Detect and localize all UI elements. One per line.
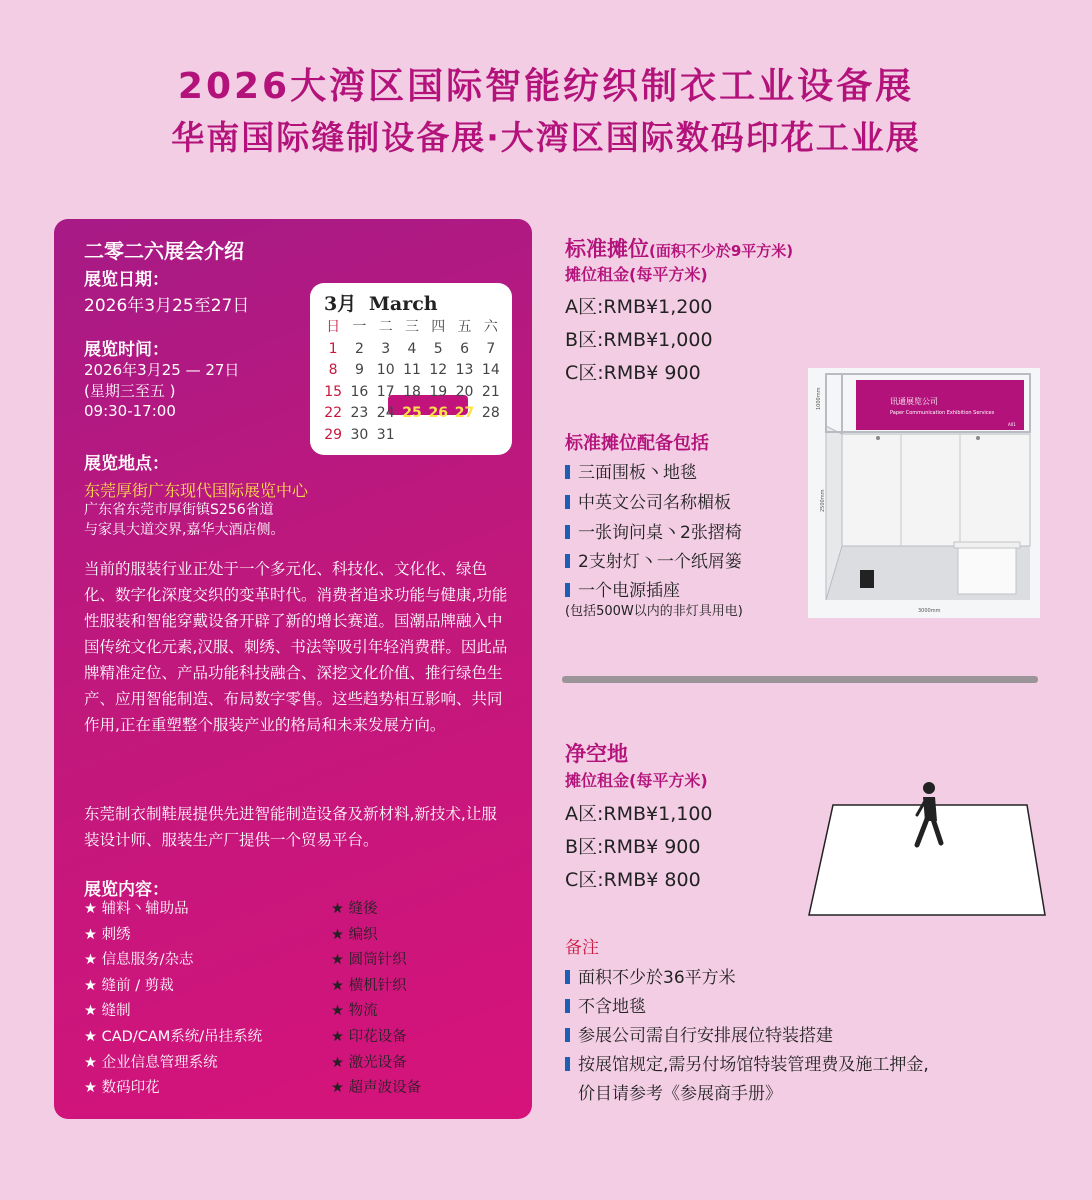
exhibit-item: ★ 缝後 xyxy=(331,901,378,917)
time-value-weekdays: (星期三至五 ) xyxy=(84,382,176,400)
intro-panel xyxy=(54,219,532,1119)
time-value-dates: 2026年3月25 — 27日 xyxy=(84,361,240,379)
calendar-week-row xyxy=(320,425,504,447)
calendar-day: 1 xyxy=(328,340,338,357)
exhibit-item: ★ 信息服务/杂志 xyxy=(84,952,194,969)
raw-space-title: 净空地 xyxy=(565,742,628,766)
intro-paragraph-2: 东莞制衣制鞋展提供先进智能制造设备及新材料,新技术,让服装设计师、服装生产厂提供一个贸易平台。 xyxy=(84,805,497,849)
booth-fascia xyxy=(856,380,1024,430)
dim-height: 2500mm xyxy=(820,489,826,512)
calendar-day xyxy=(399,425,425,447)
exhibit-item: ★ 印花设备 xyxy=(331,1028,407,1045)
booth-fascia-en: Paper Communication Exhibition Services xyxy=(890,410,995,416)
calendar-day: 23 xyxy=(350,405,369,422)
calendar-weekday: 二 xyxy=(378,319,393,335)
intro-heading: 二零二六展会介绍 xyxy=(84,239,244,263)
section-divider xyxy=(562,676,1038,683)
raw-price-b: B区:RMB¥ 900 xyxy=(565,836,701,858)
calendar-day: 3 xyxy=(381,340,391,357)
exhibit-item: ★ 超声波设备 xyxy=(331,1080,422,1097)
dim-width: 3000mm xyxy=(918,608,941,614)
raw-space-image xyxy=(805,775,1050,920)
equip-item: 三面围板丶地毯 xyxy=(565,458,697,483)
calendar-day: 4 xyxy=(407,340,417,357)
calendar-week-row xyxy=(320,382,504,404)
date-label: 展览日期： xyxy=(84,270,169,290)
march-calendar xyxy=(310,283,512,455)
booth-number: A01 xyxy=(1008,422,1016,427)
calendar-day: 12 xyxy=(429,362,448,379)
calendar-grid xyxy=(320,317,504,447)
exhibit-item: ★ 缝制 xyxy=(84,1003,131,1020)
calendar-day: 17 xyxy=(376,383,395,400)
calendar-day xyxy=(478,425,504,447)
calendar-day: 7 xyxy=(486,340,496,357)
calendar-day: 26 xyxy=(428,405,448,422)
note-item: 不含地毯 xyxy=(565,992,646,1017)
calendar-day: 16 xyxy=(350,383,369,400)
calendar-day: 29 xyxy=(324,426,343,443)
calendar-day: 6 xyxy=(460,340,469,357)
standard-booth-image xyxy=(808,368,1040,618)
dim-top: 1000mm xyxy=(816,387,822,410)
calendar-day: 20 xyxy=(455,383,474,400)
raw-rent-label: 摊位租金(每平方米) xyxy=(565,771,708,790)
calendar-weekday: 六 xyxy=(483,319,498,335)
calendar-day: 13 xyxy=(455,362,474,379)
calendar-day: 8 xyxy=(328,362,338,379)
calendar-day: 31 xyxy=(376,426,395,443)
equip-item: 2支射灯丶一个纸屑篓 xyxy=(565,547,742,572)
calendar-weekday: 四 xyxy=(431,319,446,335)
calendar-day: 9 xyxy=(354,362,364,379)
exhibit-items-right xyxy=(331,897,421,1102)
calendar-day: 21 xyxy=(481,383,500,400)
calendar-weekday-row xyxy=(320,317,504,339)
exhibit-item: ★ 数码印花 xyxy=(84,1080,160,1097)
exhibit-items-left xyxy=(84,897,262,1102)
standard-price-b: B区:RMB¥1,000 xyxy=(565,329,713,351)
calendar-day: 28 xyxy=(481,405,500,422)
note-item: 参展公司需自行安排展位特装搭建 xyxy=(565,1021,833,1046)
intro-paragraph-1: 当前的服装行业正处于一个多元化、科技化、文化化、绿色化、数字化深度交织的变革时代。消费者追求功能与健康,功能性服装和智能穿戴设备开辟了新的增长赛道。国潮品牌融入中国传统文化元素,汉服、刺绣、书法等吸引年轻消费群。因此品牌精准定位、产品功能科技融合、深挖文化价值、推行绿色生产、应用智能制造、布局数字零售。这些趋势相互影响、共同作用,正在重塑整个服装产业的格局和未来发展方向。 xyxy=(84,560,508,734)
note-item: 面积不少於36平方米 xyxy=(565,963,736,988)
calendar-month-name: March xyxy=(368,293,438,315)
calendar-day: 14 xyxy=(481,362,500,379)
calendar-week-row xyxy=(320,339,504,361)
content-label: 展览内容： xyxy=(84,880,169,900)
calendar-day: 27 xyxy=(454,405,475,422)
venue-name: 东莞厚街广东现代国际展览中心 xyxy=(84,481,309,500)
exhibit-item: ★ 横机针织 xyxy=(331,977,407,994)
calendar-day: 2 xyxy=(354,340,364,357)
standard-price-c: C区:RMB¥ 900 xyxy=(565,362,701,384)
equip-item: 一张询问桌丶2张摺椅 xyxy=(565,518,742,543)
calendar-weekday: 三 xyxy=(404,319,419,335)
calendar-weekday: 五 xyxy=(457,319,472,335)
calendar-day: 19 xyxy=(429,383,448,400)
time-label: 展览时间： xyxy=(84,340,169,360)
calendar-day: 10 xyxy=(376,362,395,379)
calendar-day: 11 xyxy=(403,362,421,379)
equip-note: (包括500W以内的非灯具用电) xyxy=(565,604,743,619)
exhibit-item: ★ 企业信息管理系统 xyxy=(84,1054,218,1071)
note-tail: 价目请参考《参展商手册》 xyxy=(578,1084,782,1104)
calendar-day: 22 xyxy=(324,405,343,422)
exhibit-item: ★ CAD/CAM系统/吊挂系统 xyxy=(84,1028,263,1045)
main-title: 2026大湾区国际智能纺织制衣工业设备展 xyxy=(177,66,915,107)
standard-booth-title-note: (面积不少於9平方米) xyxy=(649,242,794,260)
exhibit-item: ★ 编织 xyxy=(331,926,378,943)
raw-price-a: A区:RMB¥1,100 xyxy=(565,803,713,825)
exhibit-item: ★ 物流 xyxy=(331,1003,378,1020)
calendar-day: 18 xyxy=(403,383,421,400)
exhibit-item: ★ 缝前 / 剪裁 xyxy=(84,977,174,994)
equip-title: 标准摊位配备包括 xyxy=(565,433,709,454)
standard-rent-label: 摊位租金(每平方米) xyxy=(565,265,708,284)
venue-label: 展览地点： xyxy=(84,454,169,474)
calendar-weekday: 一 xyxy=(352,319,367,335)
venue-address-line2: 与家具大道交界,嘉华大酒店侧。 xyxy=(84,522,285,538)
date-value: 2026年3月25至27日 xyxy=(84,296,250,316)
calendar-day: 24 xyxy=(376,405,395,422)
calendar-day: 25 xyxy=(402,405,422,422)
note-item: 按展馆规定,需另付场馆特装管理费及施工押金, xyxy=(565,1050,929,1075)
calendar-week-row xyxy=(320,360,504,382)
time-value-hours: 09:30-17:00 xyxy=(84,402,176,420)
exhibit-item: ★ 刺绣 xyxy=(84,926,131,943)
raw-price-c: C区:RMB¥ 800 xyxy=(565,869,701,891)
equip-item: 一个电源插座 xyxy=(565,576,680,601)
calendar-day: 30 xyxy=(350,426,369,443)
calendar-day: 15 xyxy=(324,383,343,400)
notes-title: 备注 xyxy=(565,938,599,958)
venue-address-line1: 广东省东莞市厚街镇S256省道 xyxy=(84,502,274,518)
sub-title: 华南国际缝制设备展·大湾区国际数码印花工业展 xyxy=(171,118,921,157)
equip-item: 中英文公司名称楣板 xyxy=(565,488,731,513)
standard-booth-title-text: 标准摊位 xyxy=(565,237,649,261)
standard-price-a: A区:RMB¥1,200 xyxy=(565,296,713,318)
exhibit-item: ★ 辅料丶辅助品 xyxy=(84,901,189,917)
calendar-title xyxy=(324,289,438,316)
calendar-weekday: 日 xyxy=(326,319,341,335)
calendar-day: 5 xyxy=(433,340,443,357)
calendar-day xyxy=(451,425,477,447)
calendar-month-label: 3月 xyxy=(324,293,357,315)
standard-booth-title xyxy=(565,233,793,263)
calendar-day xyxy=(425,425,451,447)
exhibit-item: ★ 激光设备 xyxy=(331,1054,407,1071)
exhibit-item: ★ 圆筒针织 xyxy=(331,952,407,969)
calendar-week-row xyxy=(320,403,504,425)
booth-fascia-cn: 讯通展览公司 xyxy=(890,397,938,406)
